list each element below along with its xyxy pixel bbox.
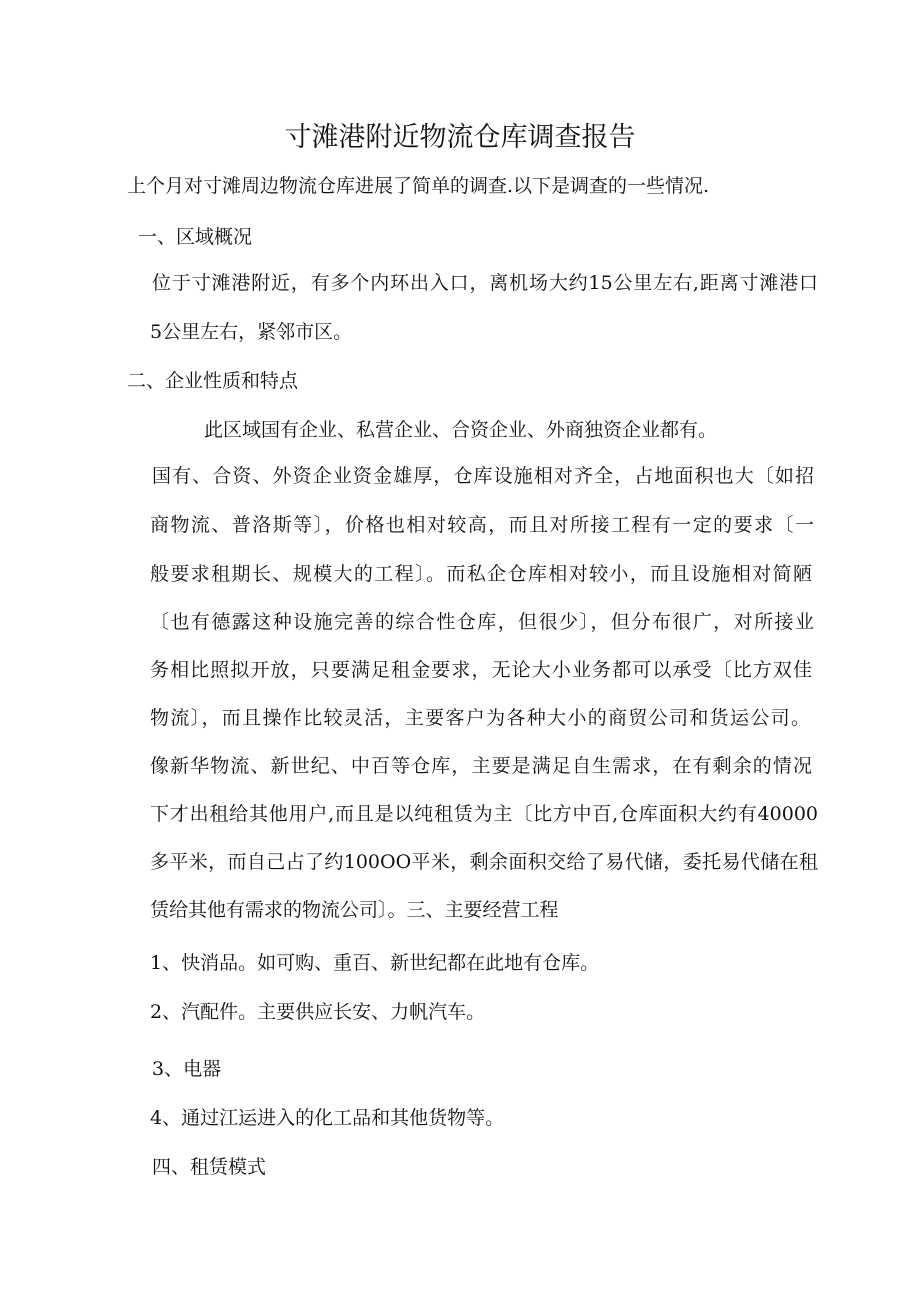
section-2-line-2: 国有、合资、外资企业资金雄厚，仓库设施相对齐全，占地面积也大〔如招 <box>152 465 814 487</box>
section-3-item-1: 1、快消品。如可购、重百、新世纪都在此地有仓库。 <box>150 952 600 974</box>
section-2-line-11: 赁给其他有需求的物流公司〕。三、主要经营工程 <box>150 899 559 921</box>
section-2-line-10: 多平米，而自己占了约100OO平米，剩余面积交给了易代储，委托易代储在租 <box>150 851 818 873</box>
section-2-line-7: 物流〕，而且操作比较灵活，主要客户为各种大小的商贸公司和货运公司。 <box>150 707 810 729</box>
section-4-heading: 四、租赁模式 <box>152 1156 267 1178</box>
section-2-line-4: 般要求租期长、规模大的工程〕。而私企仓库相对较小，而且设施相对简陋 <box>150 563 812 585</box>
section-3-item-2: 2、汽配件。主要供应长安、力帆汽车。 <box>150 1001 486 1023</box>
section-2-line-5: 〔也有德露这种设施完善的综合性仓库，但很少〕，但分布很广，对所接业 <box>150 611 814 633</box>
section-3-item-4: 4、通过江运进入的化工品和其他货物等。 <box>150 1107 505 1129</box>
section-2-line-6: 务相比照拟开放，只要满足租金要求，无论大小业务都可以承受〔比方双佳 <box>150 659 812 681</box>
section-2-heading: 二、企业性质和特点 <box>127 370 299 392</box>
section-1-heading: 一、区域概况 <box>138 226 253 248</box>
document-title: 寸滩港附近物流仓库调查报告 <box>284 122 636 153</box>
intro-paragraph: 上个月对寸滩周边物流仓库进展了简单的调查.以下是调查的一些情况. <box>127 175 710 197</box>
section-3-item-3: 3、电器 <box>152 1058 222 1080</box>
section-1-line-1: 位于寸滩港附近，有多个内环出入口，离机场大约15公里左右,距离寸滩港口 <box>152 272 818 294</box>
section-2-line-9: 下才出租给其他用户,而且是以纯租赁为主〔比方中百,仓库面积大约有40000 <box>150 803 818 825</box>
section-2-line-8: 像新华物流、新世纪、中百等仓库，主要是满足自生需求，在有剩余的情况 <box>150 755 812 777</box>
section-2-line-1: 此区域国有企业、私营企业、合资企业、外商独资企业都有。 <box>204 419 718 441</box>
section-2-line-3: 商物流、普洛斯等〕，价格也相对较高，而且对所接工程有一定的要求〔一 <box>150 514 814 536</box>
section-1-line-2: 5公里左右，紧邻市区。 <box>150 321 353 343</box>
